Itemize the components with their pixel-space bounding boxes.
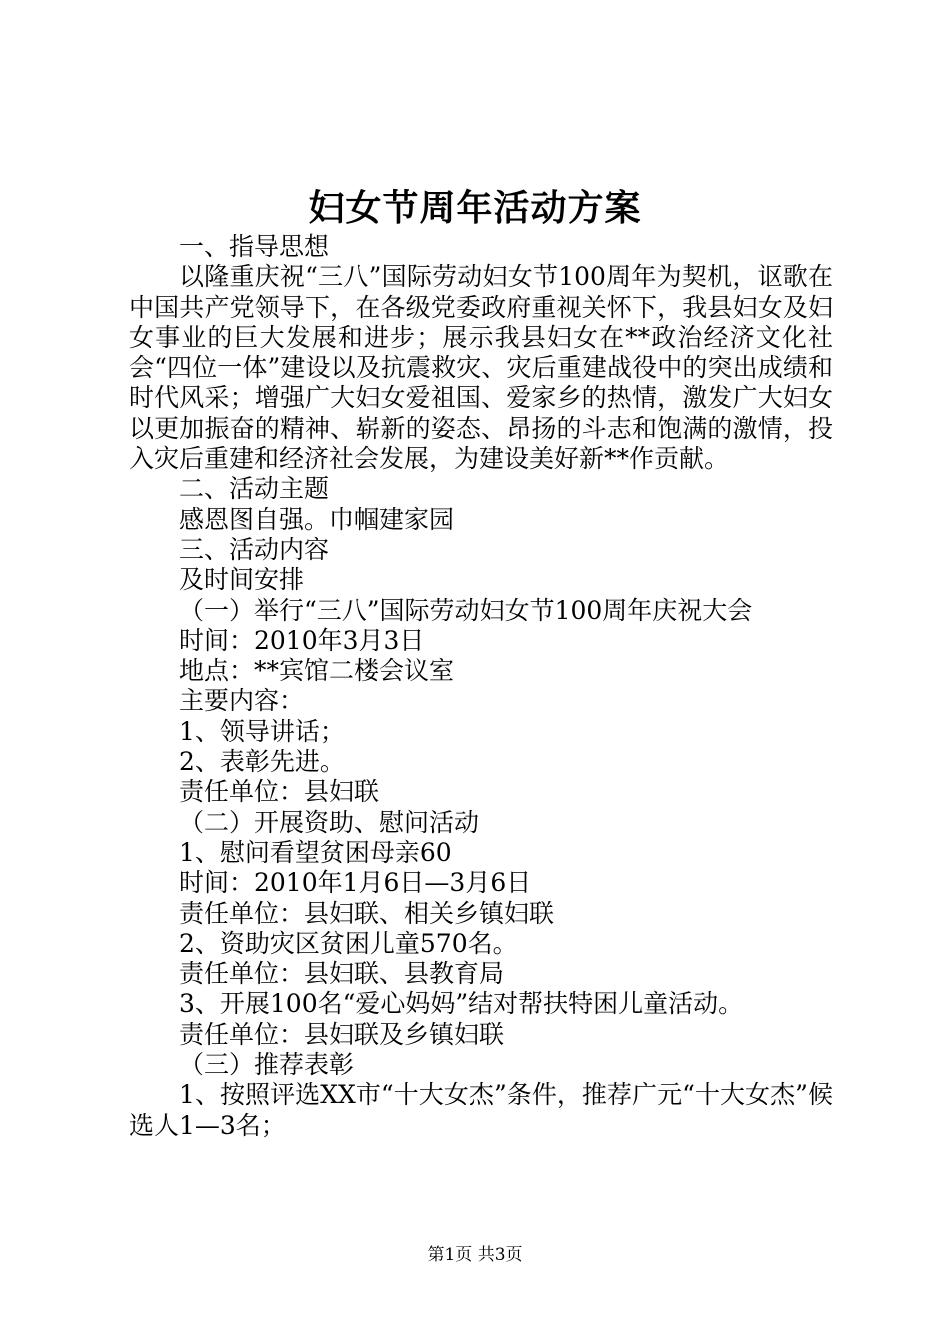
paragraph-theme: 感恩图自强。巾帼建家园 bbox=[179, 504, 455, 534]
list-item: 主要内容： bbox=[179, 686, 305, 716]
list-item: 2、表彰先进。 bbox=[179, 747, 345, 777]
section-heading-content: 三、活动内容 bbox=[179, 534, 330, 564]
list-item: 1、领导讲话； bbox=[179, 716, 345, 746]
subsection-heading-celebration: （一）举行“三八”国际劳动妇女节100周年庆祝大会 bbox=[179, 595, 753, 625]
subsection-heading-recommend: （三）推荐表彰 bbox=[179, 1050, 355, 1080]
list-item: 2、资助灾区贫困儿童570名。 bbox=[179, 928, 518, 958]
paragraph-schedule: 及时间安排 bbox=[179, 565, 305, 595]
list-item: 1、慰问看望贫困母亲60 bbox=[179, 837, 452, 867]
section-heading-guiding-ideology: 一、指导思想 bbox=[179, 232, 330, 261]
list-item: 责任单位：县妇联、相关乡镇妇联 bbox=[179, 898, 555, 928]
list-item: 3、开展100名“爱心妈妈”结对帮扶特困儿童活动。 bbox=[179, 989, 744, 1019]
section-heading-theme: 二、活动主题 bbox=[179, 474, 330, 504]
paragraph-guiding-ideology: 以隆重庆祝“三八”国际劳动妇女节100周年为契机，讴歌在中国共产党领导下，在各级党委政府重视关怀下，我县妇女及妇女事业的巨大发展和进步；展示我县妇女在**政治经济文化社会“四位一体”建设以及抗震救灾、灾后重建战役中的突出成绩和时代风采；增强广大妇女爱祖国、爱家乡的热情，激发广大妇女以更加振奋的精神、崭新的姿态、昂扬的斗志和饱满的激情，投入灾后重建和经济社会发展，为建设美好新**作贡献。 bbox=[129, 262, 833, 474]
list-item: 责任单位：县妇联、县教育局 bbox=[179, 959, 505, 989]
document-title: 妇女节周年活动方案 bbox=[308, 187, 642, 229]
list-item: 1、按照评选XX市“十大女杰”条件，推荐广元“十大女杰”候选人1—3名； bbox=[129, 1080, 833, 1140]
list-item: 地点：**宾馆二楼会议室 bbox=[179, 656, 455, 686]
document-body bbox=[129, 232, 833, 1141]
list-item: 时间：2010年1月6日—3月6日 bbox=[179, 868, 532, 898]
list-item: 责任单位：县妇联及乡镇妇联 bbox=[179, 1019, 505, 1049]
page-footer: 第1页 共3页 bbox=[427, 1245, 523, 1265]
list-item: 时间：2010年3月3日 bbox=[179, 625, 425, 655]
list-item: 责任单位：县妇联 bbox=[179, 777, 380, 807]
subsection-heading-aid: （二）开展资助、慰问活动 bbox=[179, 807, 480, 837]
